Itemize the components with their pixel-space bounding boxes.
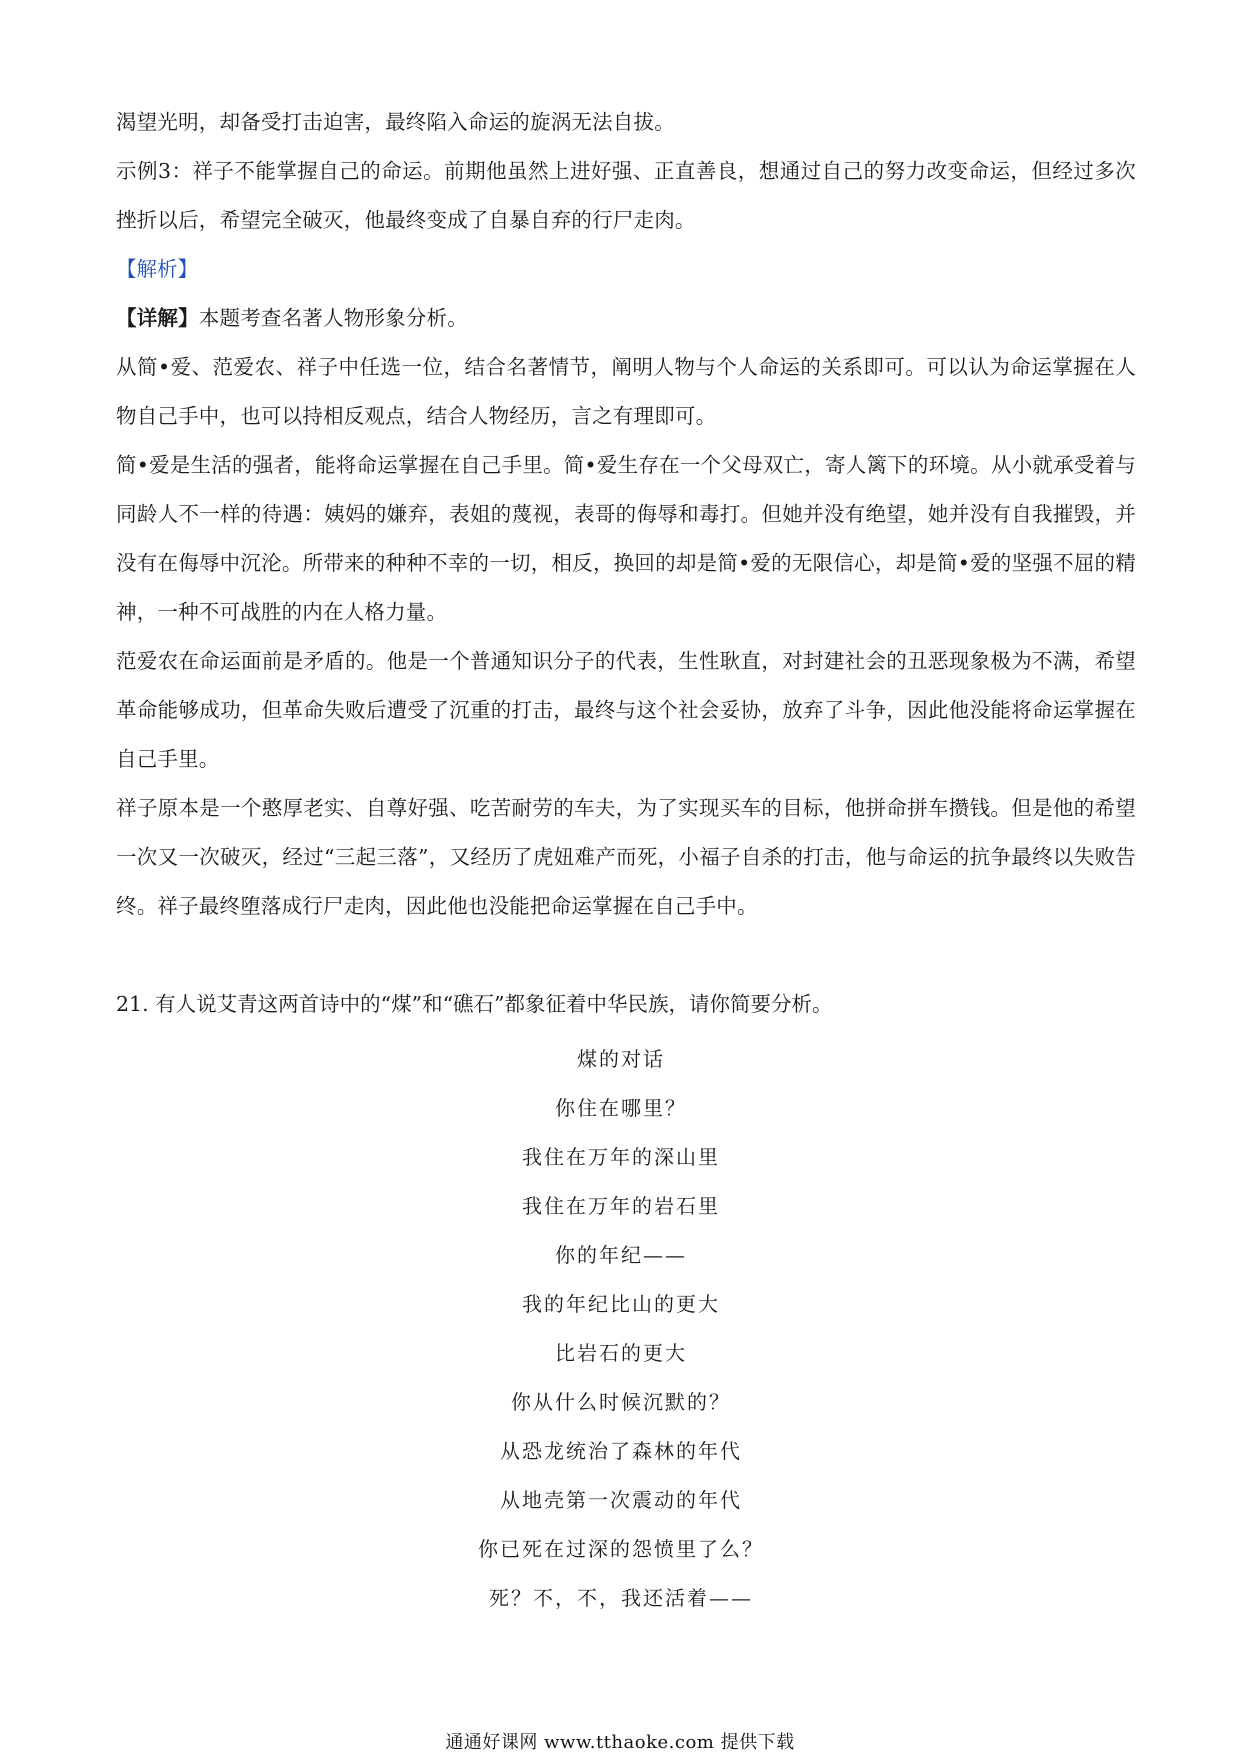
poem-line: 比岩石的更大: [555, 1341, 687, 1365]
poem-line: 你从什么时候沉默的？: [511, 1390, 731, 1414]
detail-paragraph: [116, 294, 1136, 343]
poem-line: 我的年纪比山的更大: [522, 1292, 720, 1316]
question-21: 21. 有人说艾青这两首诗中的“煤”和“礁石”都象征着中华民族，请你简要分析。: [116, 992, 833, 1016]
poem-title: 煤的对话: [577, 1047, 665, 1071]
poem-line: 从地壳第一次震动的年代: [500, 1488, 742, 1512]
analysis-tag: 【解析】: [116, 257, 198, 281]
detail-intro: 本题考查名著人物形象分析。: [198, 306, 468, 330]
answer-example-3: 示例3：祥子不能掌握自己的命运。前期他虽然上进好强、正直善良，想通过自己的努力改变命运，但经过多次挫折以后，希望完全破灭，他最终变成了自暴自弃的行尸走肉。: [116, 159, 1136, 232]
page-content: [116, 98, 1136, 1623]
page-footer: 通通好课网 www.tthaoke.com 提供下载: [445, 1732, 795, 1753]
poem-line: 你住在哪里？: [555, 1096, 687, 1120]
answer-line-1: 渴望光明，却备受打击迫害，最终陷入命运的旋涡无法自拔。: [116, 110, 675, 134]
poem-line: 你的年纪——: [555, 1243, 687, 1267]
paragraph-overview: 从简•爱、范爱农、祥子中任选一位，结合名著情节，阐明人物与个人命运的关系即可。可以认为命运掌握在人物自己手中，也可以持相反观点，结合人物经历，言之有理即可。: [116, 355, 1136, 428]
poem-line: 死？不，不，我还活着——: [489, 1586, 753, 1610]
poem-line: 我住在万年的深山里: [522, 1145, 720, 1169]
poem: [116, 1035, 1126, 1623]
paragraph-xiangzi: 祥子原本是一个憨厚老实、自尊好强、吃苦耐劳的车夫，为了实现买车的目标，他拼命拼车攒钱。但是他的希望一次又一次破灭，经过“三起三落”，又经历了虎妞难产而死，小福子自杀的打击，他与命运的抗争最终以失败告终。祥子最终堕落成行尸走肉，因此他也没能把命运掌握在自己手中。: [116, 796, 1136, 918]
poem-line: 你已死在过深的怨愤里了么？: [478, 1537, 764, 1561]
paragraph-jane-eyre: 简•爱是生活的强者，能将命运掌握在自己手里。简•爱生存在一个父母双亡，寄人篱下的环境。从小就承受着与同龄人不一样的待遇：姨妈的嫌弃，表姐的蔑视，表哥的侮辱和毒打。但她并没有绝望，她并没有自我摧毁，并没有在侮辱中沉沦。所带来的种种不幸的一切，相反，换回的却是简•爱的无限信心，却是简•爱的坚强不屈的精神，一种不可战胜的内在人格力量。: [116, 453, 1136, 624]
poem-line: 从恐龙统治了森林的年代: [500, 1439, 742, 1463]
detail-tag: 【详解】: [116, 306, 199, 330]
poem-line: 我住在万年的岩石里: [522, 1194, 720, 1218]
paragraph-fan-ainong: 范爱农在命运面前是矛盾的。他是一个普通知识分子的代表，生性耿直，对封建社会的丑恶现象极为不满，希望革命能够成功，但革命失败后遭受了沉重的打击，最终与这个社会妥协，放弃了斗争，因此他没能将命运掌握在自己手里。: [116, 649, 1136, 771]
